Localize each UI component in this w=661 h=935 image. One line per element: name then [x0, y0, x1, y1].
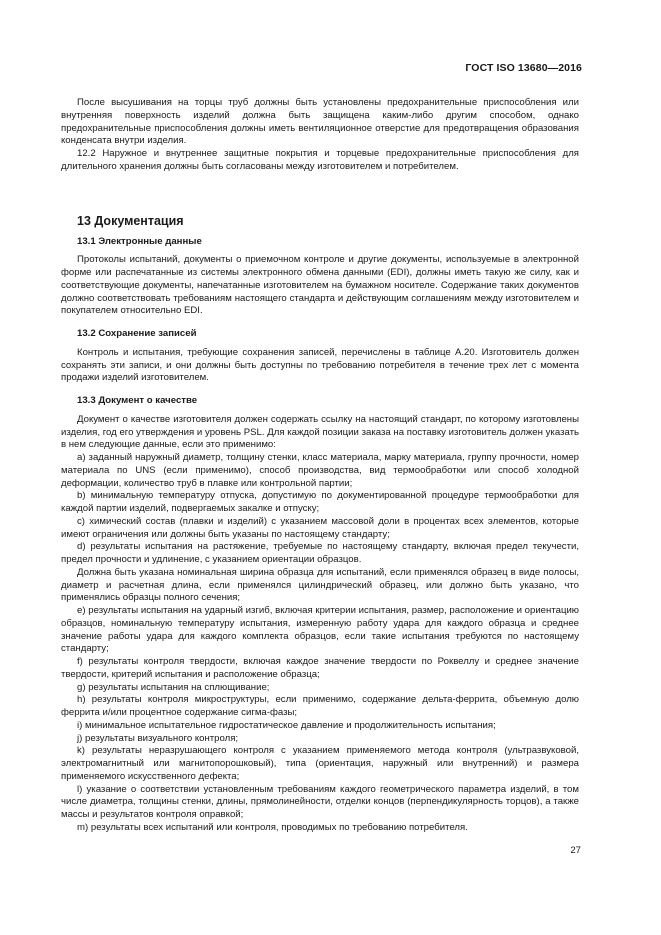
subsection-heading: 13.1 Электронные данные — [77, 235, 202, 247]
subsection-heading: 13.2 Сохранение записей — [77, 328, 197, 339]
list-item: a) заданный наружный диаметр, толщину стенки, класс материала, марку материала, группу прочности, номер материала по UNS (если применимо), способ производства, вид термообработки или способ холодной деформации, количество труб в плавке или контрольной партии; — [61, 452, 579, 489]
list-item: f) результаты контроля твердости, включая каждое значение твердости по Роквеллу и среднее значение твердости, критерий испытания и расположение образца; — [61, 656, 579, 680]
paragraph: Документ о качестве изготовителя должен содержать ссылку на настоящий стандарт, по которому изготовлены изделия, год его утверждения и уровень PSL. Для каждой позиции заказа на поставку изготовитель должен указать в нем следующие данные, если это применимо: — [61, 413, 579, 451]
list-item: h) результаты контроля микроструктуры, если применимо, содержание дельта-феррита, объемную долю феррита и/или процентное содержание сигма-фазы; — [61, 694, 579, 718]
section-heading: 13 Документация — [77, 213, 184, 228]
list-item: d) результаты испытания на растяжение, требуемые по настоящему стандарту, включая предел текучести, предел прочности и удлинение, с указанием ориентации образцов. — [61, 541, 579, 565]
list-item: m) результаты всех испытаний или контроля, проводимых по требованию потребителя. — [77, 821, 468, 833]
list-item: k) результаты неразрушающего контроля с указанием применяемого метода контроля (ультразвуковой, электромагнитный или магнитопорошковый), типа (ориентация, наружный или внутренний) и размера применяемого искусственного дефекта; — [61, 745, 579, 782]
list-item: g) результаты испытания на сплющивание; — [77, 681, 270, 693]
paragraph: Контроль и испытания, требующие сохранения записей, перечислены в таблице A.20. Изготовитель должен сохранять эти записи, и они должны быть доступны по требованию потребителя в течение трех лет с момента продажи изделий изготовителем. — [61, 346, 579, 384]
list-item: i) минимальное испытательное гидростатическое давление и продолжительность испытания; — [77, 719, 496, 731]
page-content — [61, 97, 579, 835]
document-header: ГОСТ ISO 13680—2016 — [465, 62, 582, 74]
paragraph: Протоколы испытаний, документы о приемочном контроле и другие документы, используемые в электронной форме или распечатанные из системы электронного обмена данными (EDI), должны иметь такую же силу, как и соответствующие документы, напечатанные изготовителем на бумажном носителе. Содержание таких документов должно соответствовать требованиям настоящего стандарта и действующим соглашениям между изготовителем и покупателем относительно EDI. — [61, 254, 579, 317]
list-item: e) результаты испытания на ударный изгиб, включая критерии испытания, размер, расположение и ориентацию образцов, номинальную температуру испытания, измеренную работу удара для каждого образца и среднее значение работы удара для каждого комплекта образцов, если такие испытания требуются по настоящему стандарту; — [61, 605, 579, 655]
list-item: b) минимальную температуру отпуска, допустимую по документированной процедуре термообработки для каждой партии изделий, подвергаемых закалке и отпуску; — [61, 490, 579, 514]
paragraph: После высушивания на торцы труб должны быть установлены предохранительные приспособления или внутренняя поверхность изделий должна быть защищена каким-либо другим способом, однако предохранительные приспособления должны иметь вентиляционное отверстие для предотвращения образования конденсата внутри изделия. — [61, 97, 579, 147]
list-item: l) указание о соответствии установленным требованиям каждого геометрического параметра изделий, в том числе диаметра, толщины стенки, длины, прямолинейности, отделки концов (перпендикулярность торцов), а также массы и результатов контроля оправкой; — [61, 783, 579, 820]
paragraph: 12.2 Наружное и внутреннее защитные покрытия и торцевые предохранительные приспособления для длительного хранения должны быть согласованы между изготовителем и потребителем. — [61, 148, 579, 172]
list-item: c) химический состав (плавки и изделий) с указанием массовой доли в процентах всех элементов, которые имеют ограничения или должны быть указаны по настоящему стандарту; — [61, 515, 579, 540]
subsection-heading: 13.3 Документ о качестве — [77, 395, 198, 406]
list-item: j) результаты визуального контроля; — [77, 732, 239, 744]
page-number: 27 — [570, 845, 581, 856]
paragraph: Должна быть указана номинальная ширина образца для испытаний, если применялся образец в виде полосы, диаметр и расчетная длина, если применялся цилиндрический образец, или должно быть указано, что применялись образцы полного сечения; — [61, 566, 579, 604]
